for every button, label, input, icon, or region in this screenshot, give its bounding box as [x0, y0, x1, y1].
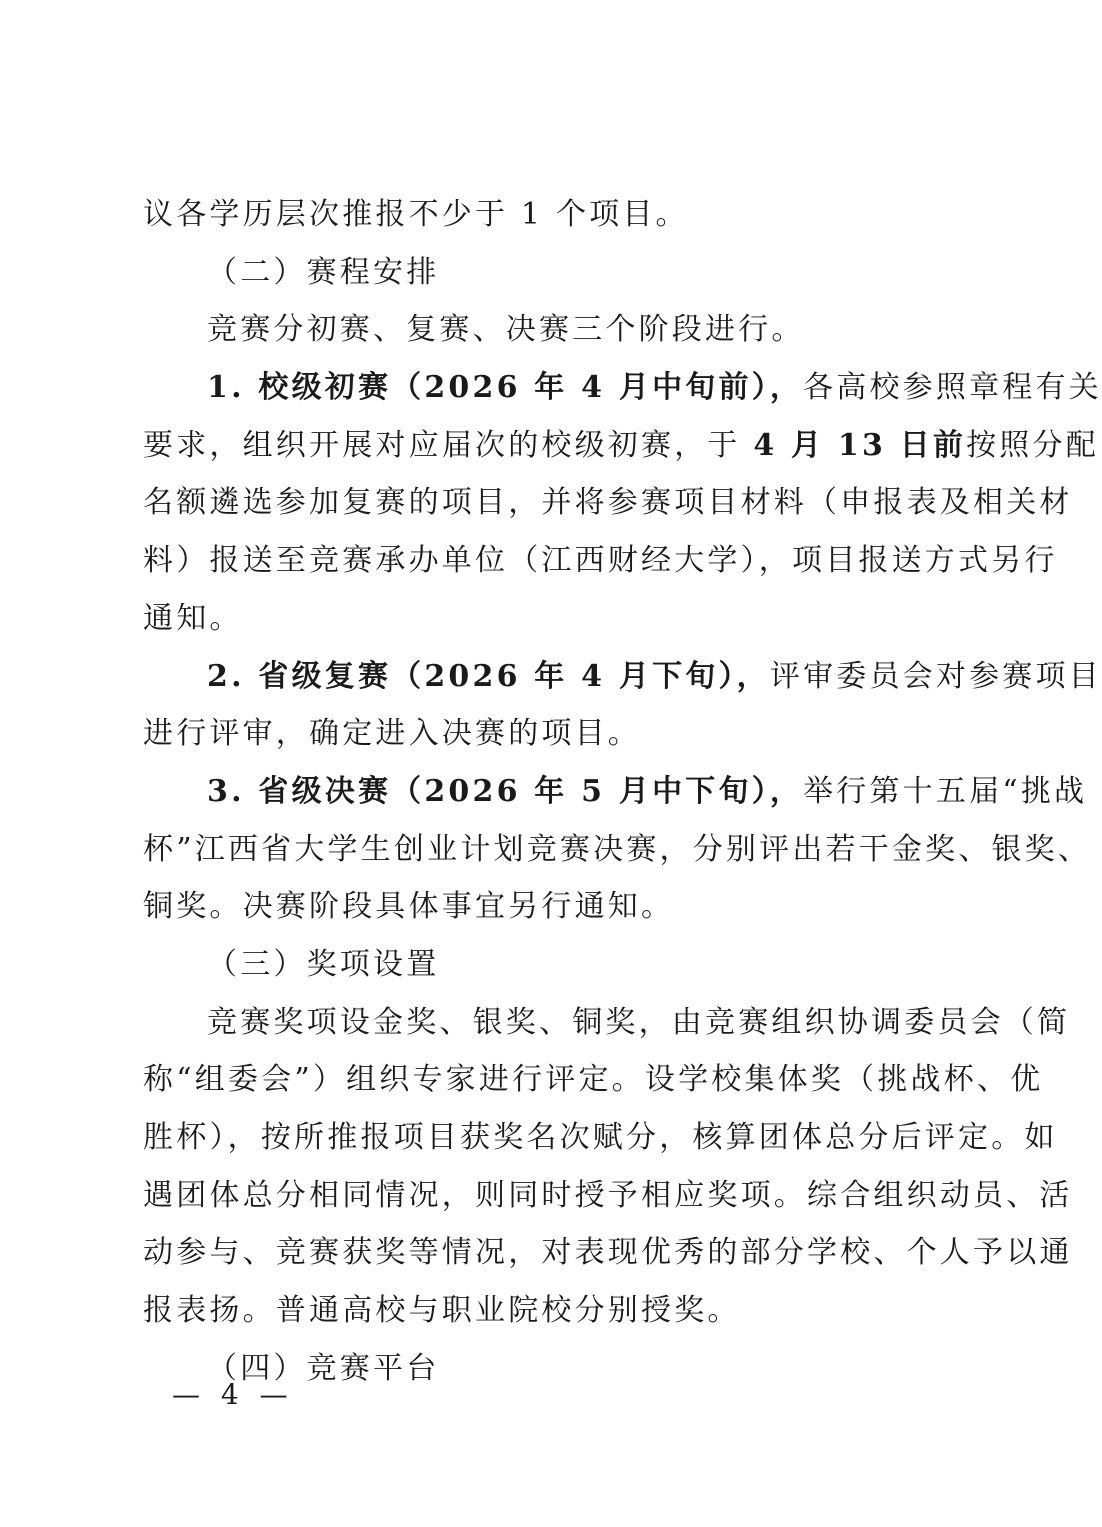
- text-line: [143, 590, 943, 648]
- text-line: [143, 821, 1092, 879]
- text-segment: （二）赛程安排: [207, 254, 440, 290]
- text-line: [143, 878, 943, 936]
- text-segment: 评审委员会对参赛项目: [769, 658, 1102, 694]
- document-body: [143, 186, 1102, 1397]
- text-segment: （四）竞赛平台: [207, 1350, 440, 1386]
- text-line: [143, 186, 943, 244]
- text-segment: 各高校参照章程有关: [803, 370, 1102, 406]
- bold-segment: 2. 省级复赛（2026 年 4 月下旬），: [207, 658, 770, 694]
- text-segment: 铜奖。决赛阶段具体事宜另行通知。: [143, 889, 675, 925]
- text-line: [143, 417, 1099, 475]
- text-segment: 竞赛分初赛、复赛、决赛三个阶段进行。: [207, 312, 805, 348]
- text-segment: 称“组委会”）组织专家进行评定。设学校集体奖（挑战杯、优: [143, 1062, 1044, 1098]
- text-segment: 报表扬。普通高校与职业院校分别授奖。: [143, 1293, 741, 1329]
- text-segment: 通知。: [143, 600, 243, 636]
- text-line: [143, 705, 943, 763]
- text-segment: 胜杯），按所推报项目获奖名次赋分，核算团体总分后评定。如: [143, 1120, 1058, 1155]
- text-line: [143, 532, 1058, 590]
- text-segment: 举行第十五届“挑战: [803, 773, 1088, 809]
- text-segment: 进行评审，确定进入决赛的项目。: [143, 716, 641, 752]
- text-line: [143, 994, 1071, 1052]
- section-heading: [143, 936, 943, 994]
- bold-segment: 4 月 13 日前: [753, 427, 967, 463]
- text-line: [143, 1224, 1073, 1282]
- text-segment: 议各学历层次推报不少于 1 个项目。: [143, 197, 689, 232]
- bold-segment: 1. 校级初赛（2026 年 4 月中旬前），: [207, 370, 804, 406]
- text-line: [143, 648, 1102, 706]
- text-segment: 料）报送至竞赛承办单位（江西财经大学），项目报送方式另行: [143, 543, 1058, 579]
- text-line: [143, 359, 1102, 417]
- text-line: [143, 1167, 1073, 1225]
- text-line: [143, 1109, 1058, 1167]
- bold-segment: 3. 省级决赛（2026 年 5 月中下旬），: [207, 773, 804, 809]
- page-number: — 4 —: [172, 1378, 294, 1411]
- text-line: [143, 763, 1088, 821]
- text-line: [143, 1282, 943, 1340]
- text-segment: 竞赛奖项设金奖、银奖、铜奖，由竞赛组织协调委员会（简: [207, 1004, 1071, 1040]
- section-heading: [143, 244, 943, 302]
- text-line: [143, 474, 1073, 532]
- text-segment: 按照分配: [966, 427, 1099, 463]
- text-line: [143, 301, 943, 359]
- text-line: [143, 1051, 1044, 1109]
- text-segment: 杯”江西省大学生创业计划竞赛决赛，分别评出若干金奖、银奖、: [143, 831, 1092, 867]
- text-segment: 要求，组织开展对应届次的校级初赛，于: [143, 427, 754, 463]
- text-segment: 遇团体总分相同情况，则同时授予相应奖项。综合组织动员、活: [143, 1177, 1073, 1213]
- text-segment: （三）奖项设置: [207, 946, 440, 982]
- text-segment: 名额遴选参加复赛的项目，并将参赛项目材料（申报表及相关材: [143, 485, 1073, 521]
- text-segment: 动参与、竞赛获奖等情况，对表现优秀的部分学校、个人予以通: [143, 1235, 1073, 1271]
